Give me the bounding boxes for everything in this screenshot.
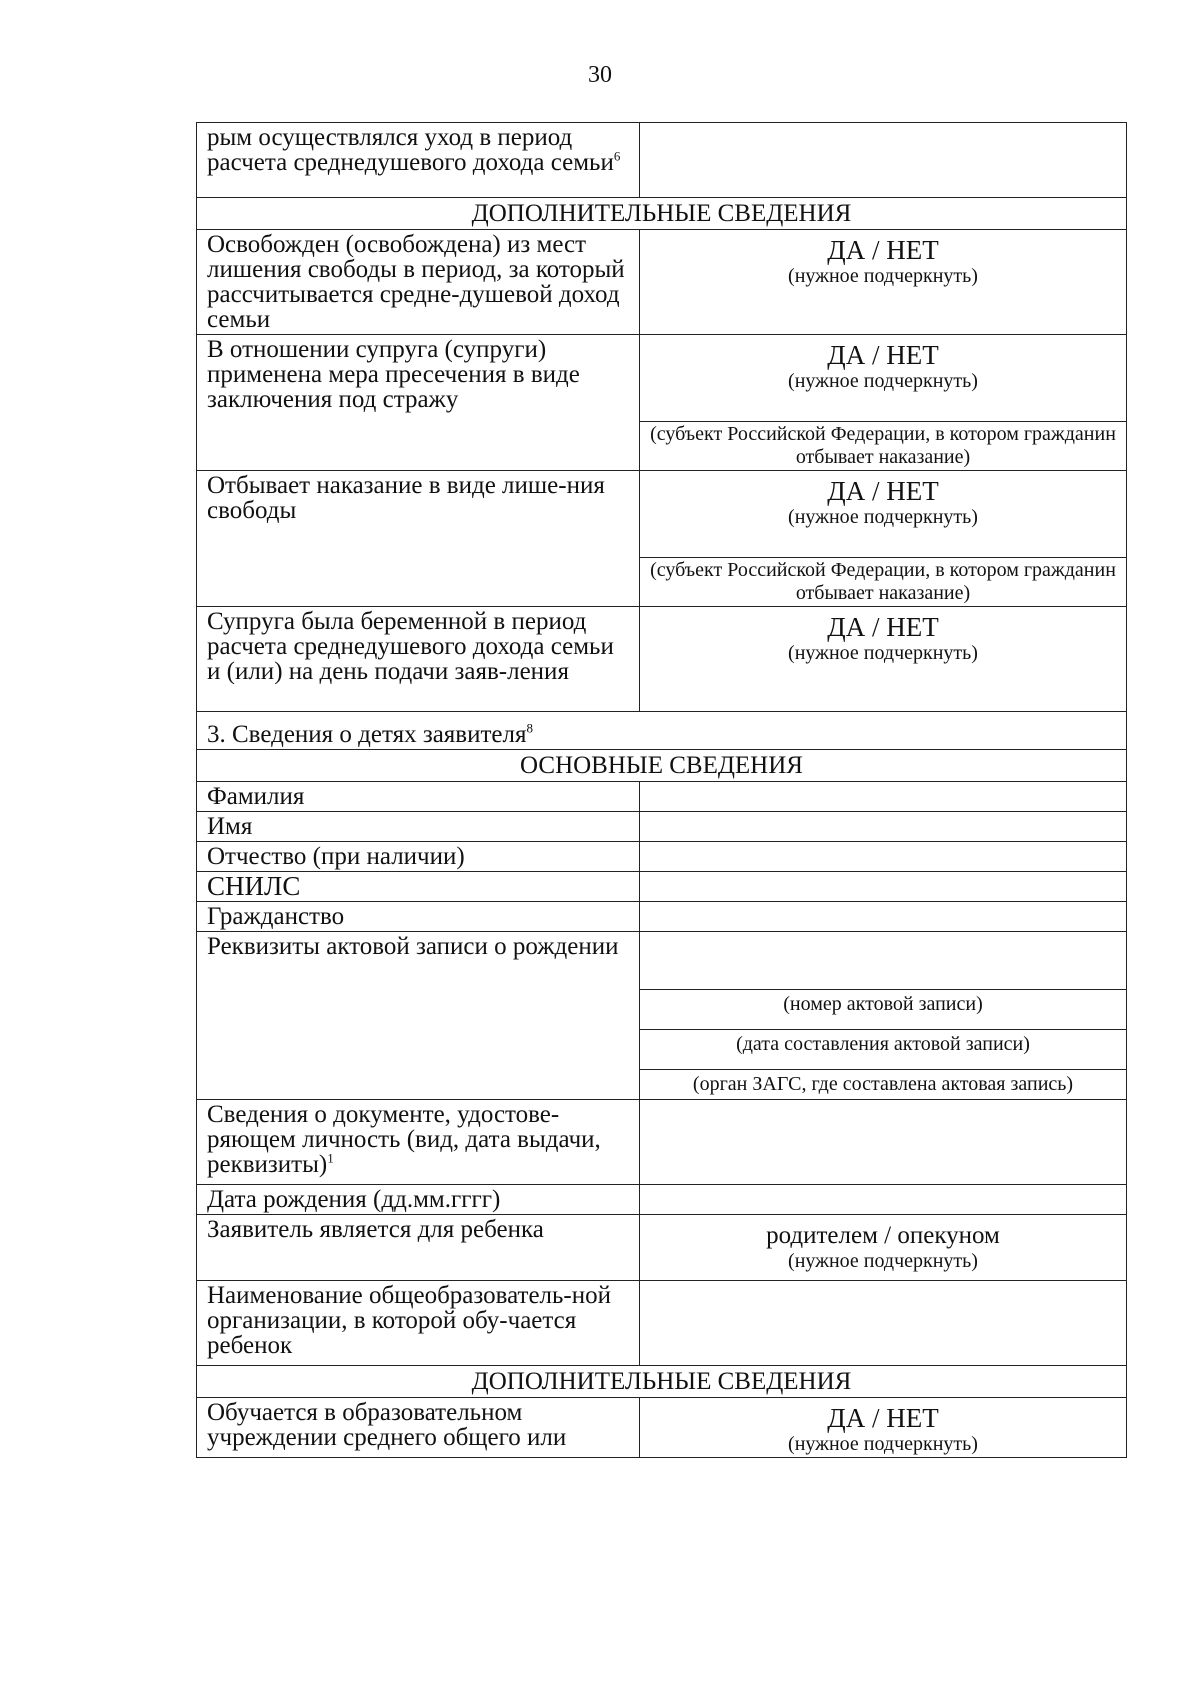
form-row-serving-sentence	[197, 471, 1127, 607]
birth-record-label: Реквизиты актовой записи о рождении	[197, 932, 640, 1100]
applicant-role-hint: (нужное подчеркнуть)	[788, 1250, 978, 1272]
applicant-role-label: Заявитель является для ребенка	[197, 1215, 640, 1281]
form-label-cell	[197, 123, 640, 198]
applicant-role-options[interactable]: родителем / опекуном	[766, 1222, 1000, 1249]
section-title-additional: ДОПОЛНИТЕЛЬНЫЕ СВЕДЕНИЯ	[197, 198, 1127, 230]
birth-record-office-field[interactable]: (орган ЗАГС, где составлена актовая запись)	[640, 1069, 1126, 1097]
form-row-birth-record	[197, 932, 1127, 1100]
form-row-studies	[197, 1398, 1127, 1458]
section-header-children	[197, 712, 1127, 750]
care-period-label: рым осуществлялся уход в период расчета среднедушевого дохода семьи	[207, 124, 614, 176]
surname-label: Фамилия	[197, 782, 640, 812]
released-choice-cell	[640, 230, 1127, 335]
birth-record-number-field[interactable]: (номер актовой записи)	[640, 989, 1126, 1029]
form-row-released	[197, 230, 1127, 335]
form-row-surname	[197, 782, 1127, 812]
form-row-name	[197, 812, 1127, 842]
released-yes-no[interactable]: ДА / НЕТ	[827, 235, 939, 265]
form-row-care-period	[197, 123, 1127, 198]
form-row-citizenship	[197, 902, 1127, 932]
spouse-pregnant-hint: (нужное подчеркнуть)	[788, 642, 978, 664]
form-row-patronymic	[197, 842, 1127, 872]
section-title-main: ОСНОВНЫЕ СВЕДЕНИЯ	[197, 750, 1127, 782]
released-hint: (нужное подчеркнуть)	[788, 265, 978, 287]
serving-sentence-choice-cell	[640, 471, 1127, 607]
serving-sentence-label: Отбывает наказание в виде лише-ния свободы	[197, 471, 640, 607]
form-row-applicant-role	[197, 1215, 1127, 1281]
studies-hint: (нужное подчеркнуть)	[788, 1433, 978, 1455]
studies-choice-cell	[640, 1398, 1127, 1458]
application-form-table	[196, 122, 1127, 1458]
studies-label: Обучается в образовательном учреждении среднего общего или	[197, 1398, 640, 1458]
spouse-pregnant-choice-cell	[640, 607, 1127, 712]
section-header-additional-1	[197, 198, 1127, 230]
patronymic-label: Отчество (при наличии)	[197, 842, 640, 872]
birth-record-date-field[interactable]: (дата составления актовой записи)	[640, 1029, 1126, 1069]
page-number: 30	[588, 62, 612, 88]
serving-sentence-yes-no[interactable]: ДА / НЕТ	[827, 476, 939, 506]
name-input[interactable]	[640, 812, 1127, 842]
footnote-marker: 6	[613, 148, 621, 164]
section-header-main	[197, 750, 1127, 782]
spouse-custody-region-field[interactable]: (субъект Российской Федерации, в котором гражданин отбывает наказание)	[640, 421, 1126, 470]
spouse-custody-label: В отношении супруга (супруги) применена мера пресечения в виде заключения под стражу	[197, 335, 640, 471]
form-row-school	[197, 1281, 1127, 1366]
id-document-label-cell	[197, 1100, 640, 1185]
form-row-snils	[197, 872, 1127, 902]
children-section-cell	[197, 712, 1127, 750]
patronymic-input[interactable]	[640, 842, 1127, 872]
spouse-custody-hint: (нужное подчеркнуть)	[788, 370, 978, 392]
applicant-role-choice-cell	[640, 1215, 1127, 1281]
released-label: Освобожден (освобождена) из мест лишения свободы в период, за который рассчитывается средне-душевой доход семьи	[197, 230, 640, 335]
spouse-pregnant-label: Супруга была беременной в период расчета среднедушевого дохода семьи и (или) на день подачи заяв-ления	[197, 607, 640, 712]
snils-label: СНИЛС	[197, 872, 640, 902]
form-row-spouse-custody	[197, 335, 1127, 471]
school-input[interactable]	[640, 1281, 1127, 1366]
id-document-label: Сведения о документе, удостове-ряющем личность (вид, дата выдачи, реквизиты)	[207, 1101, 601, 1178]
form-row-spouse-pregnant	[197, 607, 1127, 712]
name-label: Имя	[197, 812, 640, 842]
section-header-additional-2	[197, 1366, 1127, 1398]
serving-sentence-region-field[interactable]: (субъект Российской Федерации, в котором гражданин отбывает наказание)	[640, 557, 1126, 606]
spouse-custody-yes-no[interactable]: ДА / НЕТ	[827, 340, 939, 370]
care-period-input[interactable]	[640, 123, 1127, 198]
spouse-pregnant-yes-no[interactable]: ДА / НЕТ	[827, 612, 939, 642]
school-label: Наименование общеобразователь-ной организации, в которой обу-чается ребенок	[197, 1281, 640, 1366]
spouse-custody-choice-cell	[640, 335, 1127, 471]
form-row-birth-date	[197, 1185, 1127, 1215]
surname-input[interactable]	[640, 782, 1127, 812]
footnote-marker: 1	[327, 1150, 334, 1166]
id-document-input[interactable]	[640, 1100, 1127, 1185]
citizenship-label: Гражданство	[197, 902, 640, 932]
serving-sentence-hint: (нужное подчеркнуть)	[788, 506, 978, 528]
form-row-id-document	[197, 1100, 1127, 1185]
birth-date-label: Дата рождения (дд.мм.гггг)	[197, 1185, 640, 1215]
birth-date-input[interactable]	[640, 1185, 1127, 1215]
citizenship-input[interactable]	[640, 902, 1127, 932]
children-section-title: 3. Сведения о детях заявителя	[207, 721, 527, 748]
footnote-marker: 8	[526, 720, 533, 736]
birth-record-input[interactable]	[640, 932, 1126, 989]
birth-record-fields-cell	[640, 932, 1127, 1100]
section-title-additional: ДОПОЛНИТЕЛЬНЫЕ СВЕДЕНИЯ	[197, 1366, 1127, 1398]
studies-yes-no[interactable]: ДА / НЕТ	[827, 1403, 939, 1433]
snils-input[interactable]	[640, 872, 1127, 902]
